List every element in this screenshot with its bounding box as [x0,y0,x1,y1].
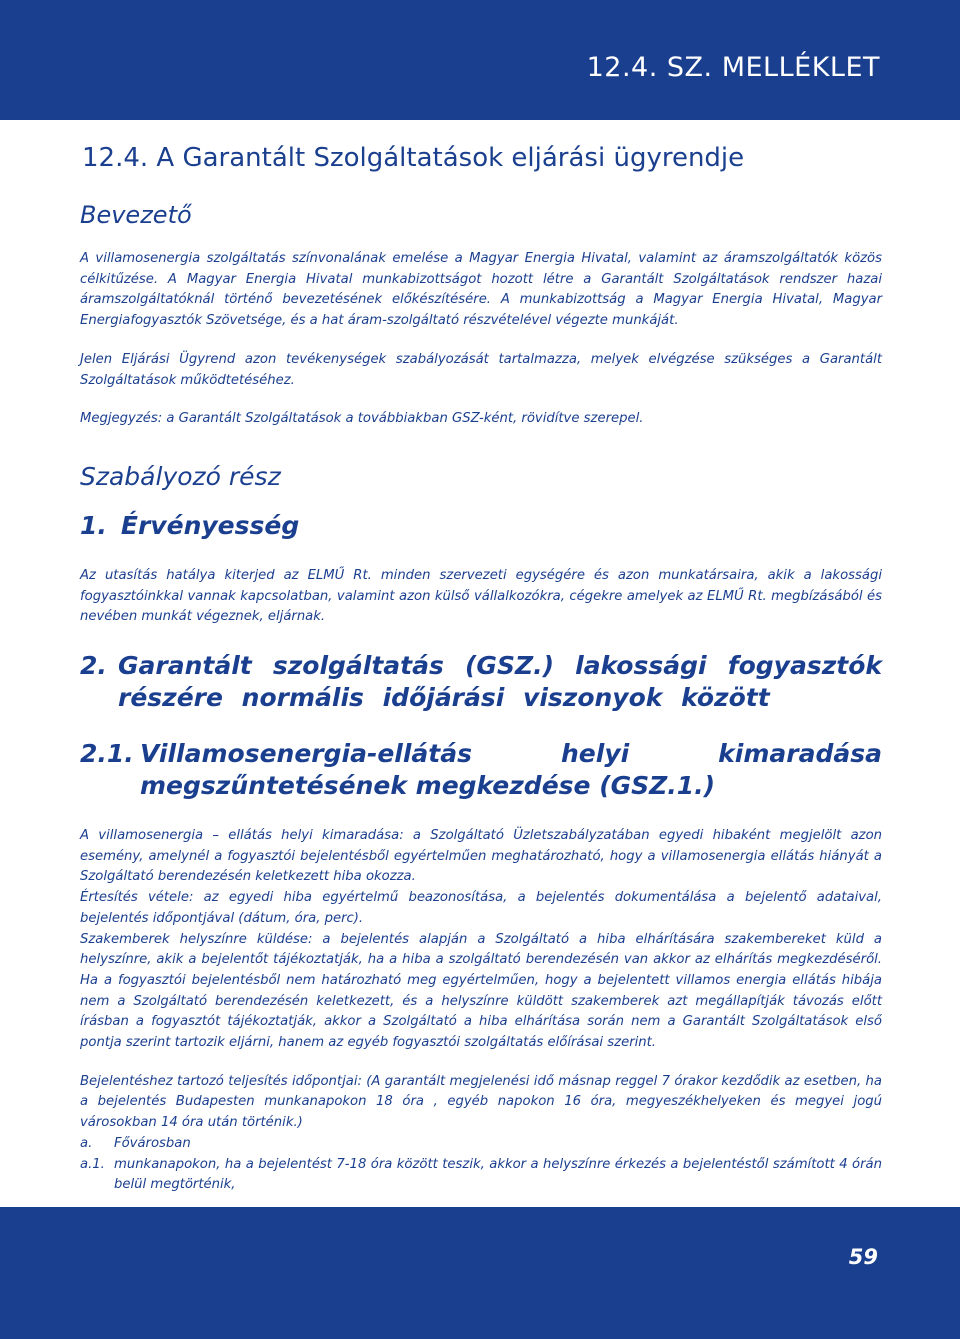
section-1-text: Az utasítás hatálya kiterjed az ELMŰ Rt. minden szervezeti egységére és azon munkatársaira, akik a lakossági fogyasztóinkkal vannak kapcsolatban, valamint azon külső vállalkozókra, cégekre amelyek az ELMŰ Rt. megbízásából és nevében munkát végeznek, eljárnak. [80,567,882,625]
section-1-heading [80,510,882,542]
intro-heading: Bevezető [80,201,192,229]
intro-paragraph: A villamosenergia szolgáltatás színvonalának emelése a Magyar Energia Hivatal, valamint az áramszolgáltatók közös célkitűzése. A Magyar Energia Hivatal munkabizottságot hozott létre a Garantált Szolgáltatások rendszer hazai áramszolgáltatóknál történő bevezetésének előkészítésére. A munkabizottság a Magyar Energia Hivatal, Magyar Energiafogyasztók Szövetsége, és a hat áram-szolgáltató részvételével végezte munkáját. [80,251,882,329]
section-2-1-paragraph: Szakemberek helyszínre küldése: a bejelentés alapján a Szolgáltató a hiba elhárítására szakembereket küld a helyszínre, akik a bejelentőt tájékoztatják, ha a hiba a szolgáltató berendezésén van akkor az elhárítás megkezdéséről. Ha a fogyasztói bejelentésből nem határozható meg egyértelműen, hogy a bejelentett villamos energia ellátás hibája nem a Szolgáltató berendezésén keletkezett, és a helyszínre küldött szakemberek azt megállapítják távozás előtt írásban a fogyasztót tájékoztatják, akkor a Szolgáltató a hiba elhárítása során nem a Garantált Szolgáltatások első pontja szerint tartozik eljárni, hanem az egyéb fogyasztói szolgáltatás előírásai szerint. [80,931,882,1051]
document-title: 12.4. A Garantált Szolgáltatások eljárási ügyrendje [82,143,745,173]
footer-band [0,1207,960,1339]
list-label: a. [80,1135,93,1151]
list-text: Fővárosban [114,1135,191,1151]
rules-heading: Szabályozó rész [80,461,281,491]
intro-paragraph: Jelen Eljárási Ügyrend azon tevékenységek szabályozását tartalmazza, melyek elvégzése szükséges a Garantált Szolgáltatások működtetéséhez. [80,351,882,388]
header-band [0,0,960,120]
section-number: 2. [80,651,107,681]
intro-note: Megjegyzés: a Garantált Szolgáltatások a továbbiakban GSZ-ként, rövidítve szerepel. [80,411,644,427]
section-2-1-paragraph: Bejelentéshez tartozó teljesítés időpontjai: (A garantált megjelenési idő másnap reggel 7 órakor kezdődik az esetben, ha a bejelentés Budapesten munkanapokon 18 óra , egyéb napokon 16 óra, megyeszékhelyeken és megyei jogú városokban 14 óra után történik.) [80,1073,882,1131]
list-item [80,1155,882,1196]
section-title: Villamosenergia-ellátás helyi kimaradása megszűntetésének megkezdése (GSZ.1.) [140,739,882,801]
list-text: munkanapokon, ha a bejelentést 7-18 óra között teszik, akkor a helyszínre érkezés a bejelentéstől számított 4 órán belül megtörténik, [114,1156,882,1193]
section-title: Garantált szolgáltatás (GSZ.) lakossági fogyasztók részére normális időjárási viszonyok között [118,651,882,713]
section-number: 1. [80,510,107,540]
section-title: Érvényesség [120,510,300,540]
appendix-title: 12.4. SZ. MELLÉKLET [586,52,880,83]
section-2-heading [80,650,882,714]
page-number: 59 [848,1245,878,1269]
list-label: a.1. [80,1156,105,1172]
section-2-1-paragraph: Értesítés vétele: az egyedi hiba egyértelmű beazonosítása, a bejelentés dokumentálása a bejelentő adataival, bejelentés időpontjával (dátum, óra, perc). [80,890,882,926]
list-item [80,1134,882,1155]
page-content [80,140,882,1196]
section-2-1-paragraph: A villamosenergia – ellátás helyi kimaradása: a Szolgáltató Üzletszabályzatában egyedi hibaként megjelölt azon esemény, amelynél a fogyasztói bejelentésből egyértelműen meghatározható, hogy a villamosenergia ellátás hiányát a Szolgáltató berendezésén keletkezett hiba okozza. [80,828,882,885]
section-number: 2.1. [80,739,134,769]
section-2-1-heading [80,738,882,802]
